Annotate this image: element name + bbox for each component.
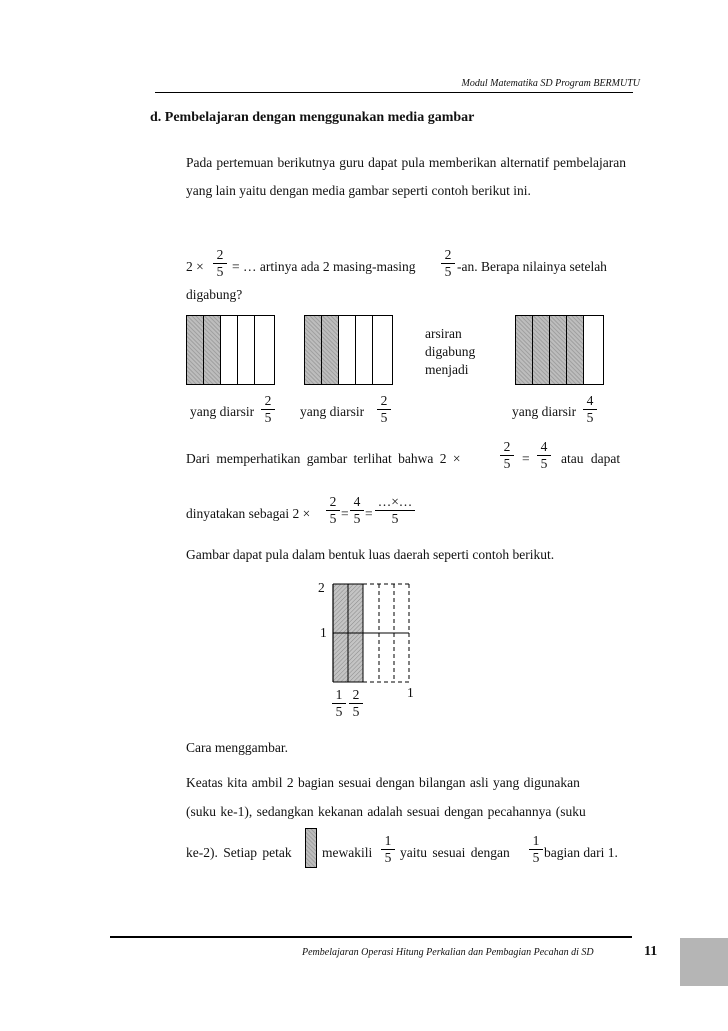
arsiran-note: [425, 325, 475, 379]
numerator: 4: [540, 439, 548, 454]
footer-rule: [110, 936, 632, 938]
expr1-suffix: -an. Berapa nilainya setelah: [457, 259, 607, 274]
page-tab-marker: [680, 938, 728, 986]
numerator: 1: [532, 833, 540, 848]
denominator: 5: [216, 264, 224, 279]
numerator: 4: [353, 494, 361, 509]
denominator: 5: [384, 850, 392, 865]
denominator: 5: [532, 850, 540, 865]
steps-line-2: (suku ke-1), sedangkan kekanan adalah sesuai dengan pecahannya (suku: [186, 804, 586, 819]
arsiran-line: menjadi: [425, 362, 469, 377]
denominator: 5: [503, 456, 511, 471]
equals-sign: =: [341, 506, 349, 521]
shaded-label-2: yang diarsir: [300, 404, 365, 419]
denominator: 5: [353, 511, 361, 526]
denominator: 5: [335, 704, 343, 719]
shaded-cell: [204, 316, 221, 384]
intro-paragraph: Pada pertemuan berikutnya guru dapat pula memberikan alternatif pembelajaran yang lain yaitu dengan media gambar seperti contoh berikut ini.: [186, 155, 626, 198]
arsiran-line: digabung: [425, 344, 476, 359]
empty-cell: [221, 316, 238, 384]
axis-label-1: 1: [320, 625, 327, 640]
denominator: 5: [586, 410, 594, 425]
sentence2-c: dinyatakan sebagai 2 ×: [186, 506, 311, 521]
fraction-1-5: [332, 688, 346, 719]
fraction-2-5: [213, 248, 227, 279]
shaded-label-1: yang diarsir: [190, 404, 255, 419]
running-header: Modul Matematika SD Program BERMUTU: [461, 78, 640, 89]
empty-cell: [356, 316, 373, 384]
fraction-2-5: [441, 248, 455, 279]
fraction-1-5: [529, 834, 543, 865]
fraction-dots-5: [375, 495, 415, 526]
empty-cell: [238, 316, 255, 384]
fraction-1-5: [381, 834, 395, 865]
bar-group-2: [304, 315, 393, 385]
area-model: [330, 582, 412, 684]
cara-heading: Cara menggambar.: [186, 740, 288, 755]
steps-line-3b: mewakili: [322, 845, 373, 860]
numerator: 2: [444, 247, 452, 262]
fraction-2-5: [326, 495, 340, 526]
shaded-cell: [516, 316, 533, 384]
fraction-4-5: [583, 394, 597, 425]
numerator: 1: [335, 687, 343, 702]
numerator: 4: [586, 393, 594, 408]
steps-line-1: Keatas kita ambil 2 bagian sesuai dengan bilangan asli yang digunakan: [186, 775, 580, 790]
equals-sign: =: [522, 451, 530, 466]
empty-cell: [255, 316, 272, 384]
shaded-cell: [567, 316, 584, 384]
denominator: 5: [540, 456, 548, 471]
shaded-cell: [187, 316, 204, 384]
expr1-mid: = … artinya ada 2 masing-masing: [232, 259, 416, 274]
fraction-4-5: [350, 495, 364, 526]
numerator: 2: [264, 393, 272, 408]
fraction-2-5: [349, 688, 363, 719]
empty-cell: [339, 316, 356, 384]
numerator: 2: [216, 247, 224, 262]
area-intro: Gambar dapat pula dalam bentuk luas daerah seperti contoh berikut.: [186, 547, 555, 562]
steps-line-3c: yaitu sesuai dengan: [400, 845, 510, 860]
shaded-cell: [533, 316, 550, 384]
numerator: 1: [384, 833, 392, 848]
bar-group-1: [186, 315, 275, 385]
numerator: 2: [380, 393, 388, 408]
empty-cell: [584, 316, 601, 384]
numerator: …×…: [377, 494, 413, 509]
denominator: 5: [391, 511, 399, 526]
fraction-2-5: [261, 394, 275, 425]
sentence2-a: Dari memperhatikan gambar terlihat bahwa 2 ×: [186, 451, 461, 466]
sentence2-b: atau dapat: [561, 451, 621, 466]
numerator: 2: [352, 687, 360, 702]
header-rule: [155, 92, 633, 93]
expr1-line2: digabung?: [186, 287, 243, 302]
section-title: d. Pembelajaran dengan menggunakan media gambar: [150, 110, 475, 125]
shaded-cell: [550, 316, 567, 384]
running-footer: Pembelajaran Operasi Hitung Perkalian dan Pembagian Pecahan di SD: [302, 947, 594, 958]
shaded-cell: [305, 316, 322, 384]
page-number: 11: [644, 944, 658, 959]
denominator: 5: [380, 410, 388, 425]
fraction-2-5: [500, 440, 514, 471]
numerator: 2: [503, 439, 511, 454]
numerator: 2: [329, 494, 337, 509]
steps-line-3a: ke-2). Setiap petak: [186, 845, 292, 860]
shaded-cell: [322, 316, 339, 384]
shaded-label-3: yang diarsir: [512, 404, 577, 419]
denominator: 5: [352, 704, 360, 719]
bar-group-3: [515, 315, 604, 385]
denominator: 5: [264, 410, 272, 425]
axis-label-2: 2: [318, 580, 325, 595]
steps-line-3d: bagian dari 1.: [544, 845, 618, 860]
denominator: 5: [444, 264, 452, 279]
fraction-4-5: [537, 440, 551, 471]
fraction-2-5: [377, 394, 391, 425]
denominator: 5: [329, 511, 337, 526]
unit-cell-icon: [305, 828, 317, 868]
empty-cell: [373, 316, 390, 384]
equals-sign: =: [365, 506, 373, 521]
arsiran-line: arsiran: [425, 326, 462, 341]
axis-label-x1: 1: [407, 685, 414, 700]
expr1-prefix: 2 ×: [186, 259, 204, 274]
